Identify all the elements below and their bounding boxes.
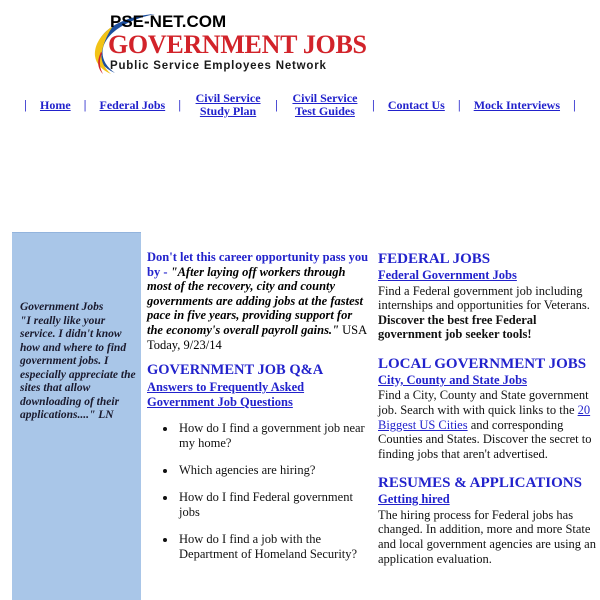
logo-line-domain: PSE-NET.COM <box>110 12 227 31</box>
list-item: • How do I find Federal government jobs <box>177 490 369 520</box>
section-body <box>378 388 596 461</box>
section-link-getting-hired[interactable]: Getting hired <box>378 492 450 507</box>
inline-link-20-biggest-us-cities[interactable]: 20 Biggest US Cities <box>378 402 591 432</box>
nav-item-civil-service-study-plan[interactable]: Civil Service Study Plan <box>195 91 261 118</box>
testimonial-title: Government Jobs <box>20 301 104 313</box>
content-columns <box>0 232 600 600</box>
nav-separator: | <box>83 97 87 112</box>
nav-item-contact-us[interactable]: Contact Us <box>387 97 445 112</box>
section-federal-jobs <box>378 250 596 342</box>
qa-faq-link[interactable]: Answers to Frequently Asked Government Job Questions <box>147 380 305 409</box>
section-body-emphasis: Discover the best free Federal government job seeker tools! <box>378 312 537 342</box>
lead-source: USA Today, 9/23/14 <box>147 322 367 352</box>
main-navigation <box>0 92 600 118</box>
section-heading: FEDERAL JOBS <box>378 251 491 267</box>
site-logo <box>93 12 367 78</box>
section-body-text: Find a Federal government job including internships and opportunities for Veterans. <box>378 283 590 313</box>
nav-separator: | <box>573 97 576 112</box>
right-column <box>378 250 596 579</box>
nav-separator: | <box>178 97 182 112</box>
section-body <box>378 284 596 342</box>
nav-item-mock-interviews[interactable]: Mock Interviews <box>473 97 561 112</box>
list-item: • Which agencies are hiring? <box>177 463 369 478</box>
section-link-city-county-state-jobs[interactable]: City, County and State Jobs <box>378 372 527 387</box>
nav-separator: | <box>24 97 27 112</box>
qa-heading: GOVERNMENT JOB Q&A <box>147 362 324 379</box>
lead-paragraph <box>147 250 369 352</box>
list-item: • How do I find a job with the Department of Homeland Security? <box>177 532 369 562</box>
section-heading: RESUMES & APPLICATIONS <box>378 475 582 492</box>
section-body-text: Find a City, County and State government job. Search with with quick links to the <box>378 388 589 417</box>
lead-headline: Don't let this career opportunity pass you by - <box>147 250 369 279</box>
nav-separator: | <box>275 97 278 112</box>
list-item: • How do I find a government job near my home? <box>177 421 369 451</box>
testimonial-block <box>20 301 138 423</box>
qa-question-list <box>147 421 369 562</box>
nav-item-federal-jobs[interactable]: Federal Jobs <box>99 97 166 112</box>
logo-wordmark <box>108 12 367 73</box>
section-link-federal-government-jobs[interactable]: Federal Government Jobs <box>378 268 517 282</box>
section-body-text-tail: and corresponding Counties and States. Discover the secret to finding jobs that aren't advertised. <box>378 417 592 461</box>
testimonial-body: "I really like your service. I didn't know how and where to find government jobs. I especially appreciate the sites that allow downloading of their applications...." LN <box>20 314 136 421</box>
nav-separator: | <box>371 97 375 112</box>
section-local-government-jobs <box>378 355 596 461</box>
nav-separator: | <box>457 97 461 112</box>
section-heading: LOCAL GOVERNMENT JOBS <box>378 355 587 372</box>
center-column <box>147 250 369 574</box>
lead-quote: "After laying off workers through most of the recovery, city and county governments are adding jobs at the fastest pace in five years, providing support for the economy's overall payroll gains." <box>147 264 363 337</box>
section-body: The hiring process for Federal jobs has changed. In addition, more and more State and local government agencies are using an application evaluation. <box>378 507 596 566</box>
logo-line-tagline: Public Service Employees Network <box>110 60 327 72</box>
section-resumes-applications <box>378 474 596 566</box>
left-sidebar <box>12 232 141 600</box>
nav-item-civil-service-test-guides[interactable]: Civil Service Test Guides <box>292 91 358 118</box>
nav-item-home[interactable]: Home <box>39 97 71 112</box>
page-header <box>0 0 600 86</box>
logo-line-title: GOVERNMENT JOBS <box>108 30 367 59</box>
